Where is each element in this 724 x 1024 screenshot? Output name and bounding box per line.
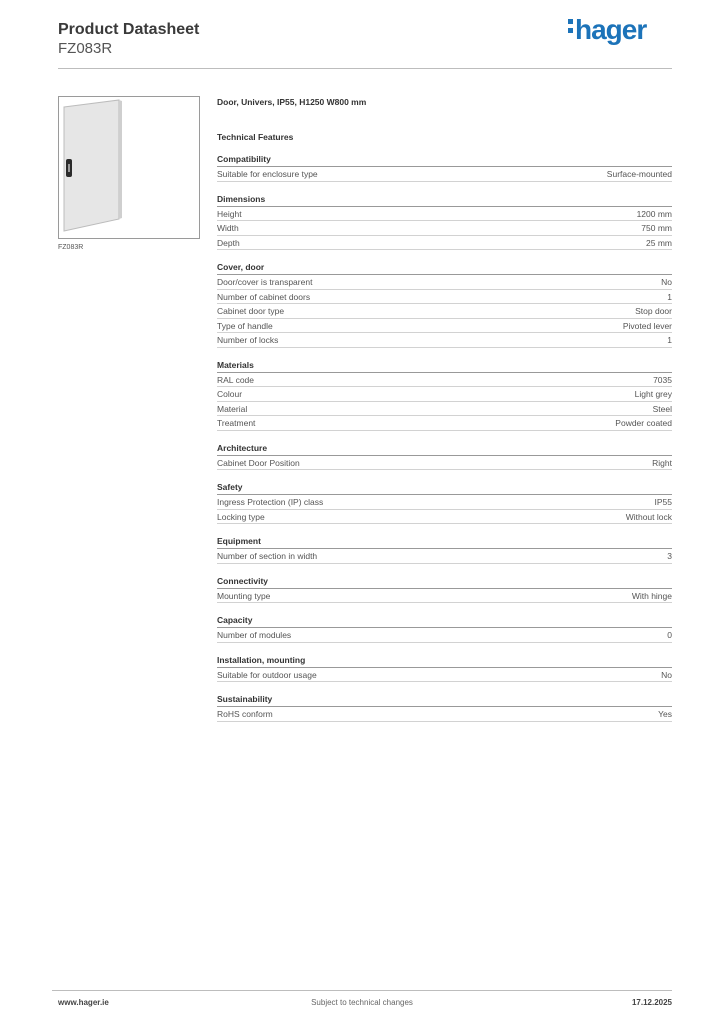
product-title: Door, Univers, IP55, H1250 W800 mm xyxy=(217,97,367,107)
spec-label: Door/cover is transparent xyxy=(217,277,313,287)
section-title: Capacity xyxy=(217,614,672,628)
spec-value: Stop door xyxy=(635,306,672,316)
technical-features-heading: Technical Features xyxy=(217,132,294,142)
spec-value: 7035 xyxy=(653,374,672,385)
spec-label: RoHS conform xyxy=(217,709,273,719)
spec-label: Number of cabinet doors xyxy=(217,291,311,302)
spec-label: Depth xyxy=(217,237,240,248)
section-title: Materials xyxy=(217,359,672,373)
feature-section xyxy=(217,693,672,722)
spec-label: Width xyxy=(217,223,239,233)
datasheet-content xyxy=(217,96,672,733)
section-title: Dimensions xyxy=(217,193,672,207)
header-divider xyxy=(58,68,672,69)
spec-row xyxy=(217,495,672,510)
spec-label: Number of locks xyxy=(217,335,279,345)
spec-label: Treatment xyxy=(217,418,256,428)
feature-section xyxy=(217,481,672,524)
spec-label: Mounting type xyxy=(217,590,271,601)
logo-text: hager xyxy=(575,14,647,45)
spec-row xyxy=(217,290,672,305)
spec-row xyxy=(217,456,672,471)
spec-value: 25 mm xyxy=(646,237,672,248)
spec-label: Suitable for enclosure type xyxy=(217,169,318,179)
spec-value: 1 xyxy=(667,335,672,345)
feature-sections xyxy=(217,153,672,722)
cabinet-door-image xyxy=(59,97,201,240)
spec-label: Material xyxy=(217,403,248,414)
spec-row xyxy=(217,207,672,222)
section-title: Compatibility xyxy=(217,153,672,167)
spec-value: Steel xyxy=(652,403,672,414)
spec-row xyxy=(217,628,672,643)
spec-value: Light grey xyxy=(634,389,672,399)
section-title: Equipment xyxy=(217,535,672,549)
spec-value: Powder coated xyxy=(615,418,672,428)
section-title: Connectivity xyxy=(217,575,672,589)
spec-label: Ingress Protection (IP) class xyxy=(217,497,324,507)
image-caption: FZ083R xyxy=(58,244,84,251)
product-image-frame xyxy=(58,96,200,239)
feature-section xyxy=(217,442,672,471)
spec-label: Height xyxy=(217,208,242,219)
product-code: FZ083R xyxy=(58,40,113,57)
section-title: Architecture xyxy=(217,442,672,456)
section-title: Installation, mounting xyxy=(217,654,672,668)
spec-label: Type of handle xyxy=(217,320,273,331)
feature-section xyxy=(217,614,672,643)
spec-row xyxy=(217,589,672,604)
footer-notice: Subject to technical changes xyxy=(311,998,413,1007)
section-title: Sustainability xyxy=(217,693,672,707)
section-title: Cover, door xyxy=(217,261,672,275)
feature-section xyxy=(217,153,672,182)
spec-label: Cabinet Door Position xyxy=(217,457,300,468)
feature-section xyxy=(217,575,672,604)
spec-value: Without lock xyxy=(625,511,672,522)
spec-value: 3 xyxy=(667,551,672,561)
feature-section xyxy=(217,261,672,348)
page-title: Product Datasheet xyxy=(58,21,200,38)
spec-value: Yes xyxy=(658,709,672,719)
spec-label: Locking type xyxy=(217,511,265,522)
spec-row xyxy=(217,236,672,251)
spec-label: Number of modules xyxy=(217,630,292,640)
hager-logo[interactable] xyxy=(568,14,646,46)
spec-value: No xyxy=(661,277,672,287)
spec-row xyxy=(217,707,672,722)
feature-section xyxy=(217,193,672,251)
spec-label: Colour xyxy=(217,389,243,399)
spec-value: 750 mm xyxy=(641,223,672,233)
spec-row xyxy=(217,221,672,236)
feature-section xyxy=(217,535,672,564)
footer-date: 17.12.2025 xyxy=(631,998,672,1007)
spec-row xyxy=(217,668,672,683)
section-title: Safety xyxy=(217,481,672,495)
feature-section xyxy=(217,654,672,683)
spec-row xyxy=(217,319,672,334)
spec-row xyxy=(217,416,672,431)
footer-website[interactable]: www.hager.ie xyxy=(58,998,109,1007)
spec-label: Suitable for outdoor usage xyxy=(217,669,317,680)
spec-value: With hinge xyxy=(631,590,672,601)
spec-value: No xyxy=(661,669,672,680)
spec-label: RAL code xyxy=(217,374,255,385)
spec-label: Cabinet door type xyxy=(217,306,285,316)
spec-row xyxy=(217,333,672,348)
spec-row xyxy=(217,304,672,319)
spec-label: Number of section in width xyxy=(217,551,318,561)
spec-value: 1200 mm xyxy=(636,208,672,219)
spec-row xyxy=(217,402,672,417)
spec-row xyxy=(217,167,672,182)
spec-value: Surface-mounted xyxy=(606,169,672,179)
feature-section xyxy=(217,359,672,431)
spec-value: Right xyxy=(652,457,672,468)
spec-row xyxy=(217,549,672,564)
logo-colon-icon xyxy=(568,15,574,37)
spec-row xyxy=(217,275,672,290)
spec-value: Pivoted lever xyxy=(622,320,672,331)
spec-value: 0 xyxy=(667,630,672,640)
footer-divider xyxy=(52,990,672,991)
spec-value: 1 xyxy=(667,291,672,302)
spec-row xyxy=(217,510,672,525)
spec-row xyxy=(217,387,672,402)
spec-value: IP55 xyxy=(654,497,672,507)
spec-row xyxy=(217,373,672,388)
